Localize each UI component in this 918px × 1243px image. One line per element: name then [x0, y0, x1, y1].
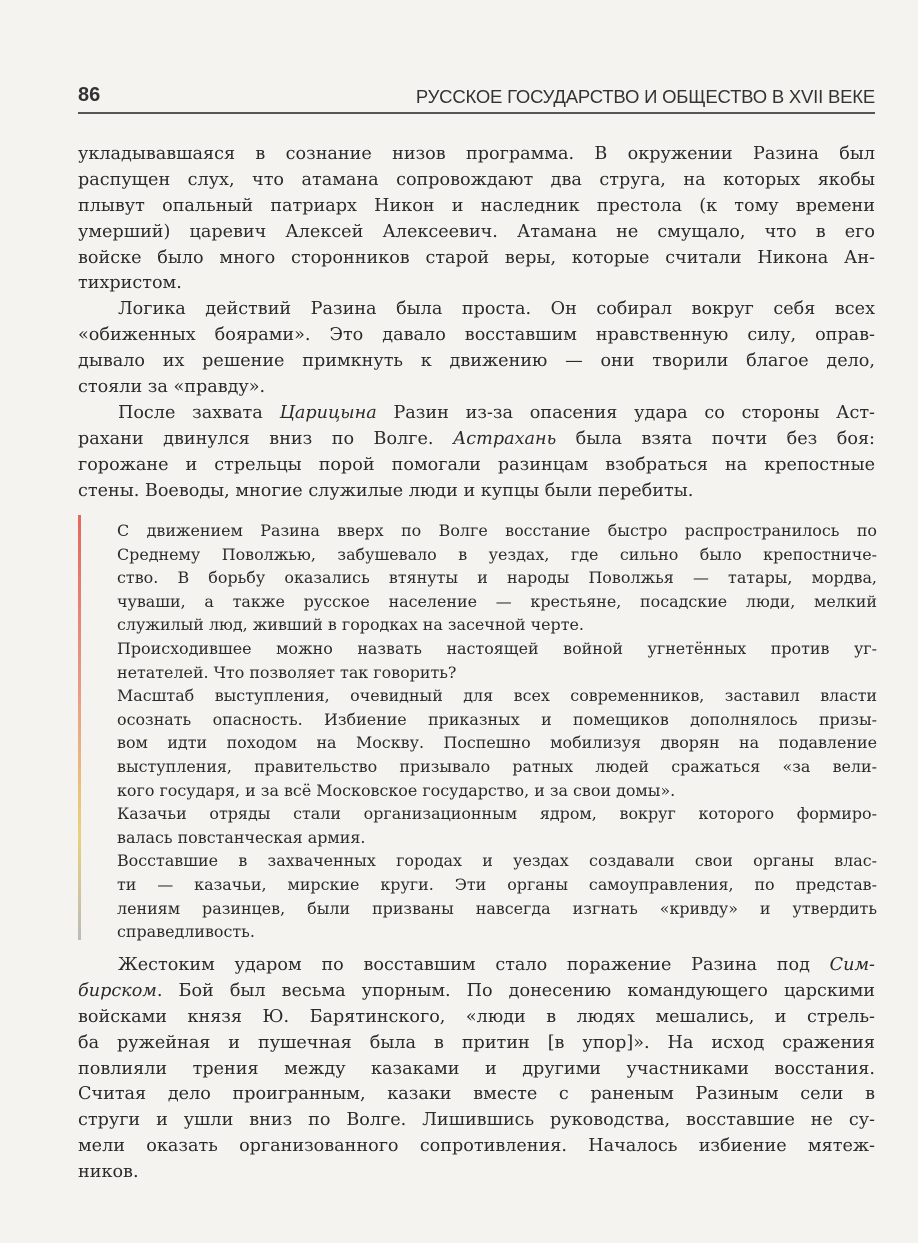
text-line: [78, 401, 875, 427]
text-run: кого государя, и за всё Московское государство, и за свои домы».: [117, 780, 676, 800]
text-line: [117, 920, 877, 944]
text-run: нетателей. Что позволяет так говорить?: [117, 662, 457, 682]
text-line: [117, 849, 877, 873]
text-run: Восставшие в захваченных городах и уездах создавали свои органы влас-: [117, 851, 877, 871]
text-run: была взята почти без боя:: [556, 428, 875, 449]
italic-place-name: бирском: [78, 980, 157, 1001]
text-line: [117, 731, 877, 755]
text-run: ба ружейная и пушечная была в притин [в упор]». На исход сражения: [78, 1032, 875, 1053]
text-line: [117, 755, 877, 779]
text-run: Среднему Поволжью, забушевало в уездах, где сильно было крепостниче-: [117, 544, 877, 564]
text-line: [117, 519, 877, 543]
text-run: мели оказать организованного сопротивления. Началось избиение мятеж-: [78, 1136, 875, 1157]
text-line: [78, 1134, 875, 1160]
main-text-section-2: [78, 953, 875, 1186]
text-run: стояли за «правду».: [78, 377, 266, 398]
text-line: [78, 953, 875, 979]
text-line: [78, 427, 875, 453]
text-run: «обиженных боярами». Это давало восставшим нравственную силу, оправ-: [78, 325, 875, 346]
text-run: Считая дело проигранным, казаки вместе с раненым Разиным сели в: [78, 1084, 875, 1105]
text-run: вом идти походом на Москву. Поспешно мобилизуя дворян на подавление: [117, 733, 877, 753]
italic-place-name: Царицына: [279, 402, 377, 423]
text-run: струги и ушли вниз по Волге. Лишившись руководства, восставшие не су-: [78, 1110, 875, 1131]
text-run: Происходившее можно назвать настоящей войной угнетённых против уг-: [117, 638, 877, 658]
text-line: [117, 826, 877, 850]
text-line: [78, 349, 875, 375]
text-line: [78, 1031, 875, 1057]
text-run: Разин из-за опасения удара со стороны Аст-: [376, 402, 876, 423]
text-line: [78, 142, 875, 168]
text-line: [117, 873, 877, 897]
text-line: [78, 1082, 875, 1108]
text-line: [78, 323, 875, 349]
text-line: [117, 566, 877, 590]
text-run: укладывавшаяся в сознание низов программа. В окружении Разина был: [78, 144, 875, 164]
text-run: стены. Воеводы, многие служилые люди и купцы были перебиты.: [78, 480, 694, 501]
text-line: [78, 168, 875, 194]
text-line: [78, 1005, 875, 1031]
text-run: ников.: [78, 1162, 139, 1183]
note-text: [117, 519, 877, 944]
text-run: Жестоким ударом по восставшим стало поражение Разина под: [118, 955, 830, 975]
text-line: [117, 779, 877, 803]
text-run: горожане и стрельцы порой помогали разинцам взобраться на крепостные: [78, 454, 875, 475]
text-line: [78, 220, 875, 246]
running-header: [78, 82, 875, 114]
text-run: Масштаб выступления, очевидный для всех современников, заставил власти: [117, 686, 877, 706]
text-run: . Бой был весьма упорным. По донесению командующего царскими: [156, 980, 875, 1001]
text-line: [78, 271, 875, 297]
text-run: дывало их решение примкнуть к движению — они творили благое дело,: [78, 351, 875, 372]
text-line: [117, 543, 877, 567]
text-run: Казачьи отряды стали организационным ядром, вокруг которого формиро-: [117, 804, 877, 824]
text-line: [78, 246, 875, 272]
text-line: [117, 613, 877, 637]
main-text-section-1: [78, 142, 875, 504]
text-run: умерший) царевич Алексей Алексеевич. Атамана не смущало, что в его: [78, 221, 875, 242]
text-run: После захвата: [118, 402, 280, 423]
text-line: [78, 979, 875, 1005]
page-number: 86: [78, 84, 101, 106]
text-line: [78, 1160, 875, 1186]
text-run: С движением Разина вверх по Волге восстание быстро распространилось по: [117, 521, 877, 540]
text-line: [78, 453, 875, 479]
text-run: тихристом.: [78, 273, 182, 294]
text-run: валась повстанческая армия.: [117, 827, 366, 847]
text-line: [78, 479, 875, 505]
text-line: [78, 194, 875, 220]
text-line: [117, 802, 877, 826]
text-line: [78, 375, 875, 401]
running-title: РУССКОЕ ГОСУДАРСТВО И ОБЩЕСТВО В XVII ВЕКЕ: [415, 86, 875, 107]
text-run: войске было много сторонников старой веры, которые считали Никона Ан-: [78, 247, 875, 268]
text-run: ти — казачьи, мирские круги. Эти органы самоуправления, по представ-: [117, 874, 877, 894]
text-line: [117, 590, 877, 614]
text-run: лениям разинцев, были призваны навсегда изгнать «кривду» и утвердить: [117, 898, 877, 918]
text-line: [117, 661, 877, 685]
text-run: осознать опасность. Избиение приказных и помещиков дополнялось призы-: [117, 709, 877, 729]
text-line: [117, 637, 877, 661]
sidebar-note-box: [78, 515, 878, 945]
text-run: плывут опальный патриарх Никон и наследник престола (к тому времени: [78, 195, 875, 216]
text-line: [78, 297, 875, 323]
text-run: повлияли трения между казаками и другими участниками восстания.: [78, 1058, 875, 1079]
text-run: распущен слух, что атамана сопровождают два струга, на которых якобы: [78, 169, 875, 190]
text-run: войсками князя Ю. Барятинского, «люди в людях мешались, и стрель-: [78, 1006, 875, 1027]
text-run: служилый люд, живший в городках на засечной черте.: [117, 615, 584, 635]
text-run: рахани двинулся вниз по Волге.: [78, 428, 453, 449]
italic-place-name: Астрахань: [452, 428, 557, 449]
accent-bar: [78, 515, 81, 940]
text-line: [117, 897, 877, 921]
text-line: [117, 684, 877, 708]
text-line: [78, 1057, 875, 1083]
text-run: ство. В борьбу оказались втянуты и народы Поволжья — татары, мордва,: [117, 568, 877, 588]
text-run: чуваши, а также русское население — крестьяне, посадские люди, мелкий: [117, 591, 877, 611]
text-run: справедливость.: [117, 922, 255, 942]
text-run: выступления, правительство призывало ратных людей сражаться «за вели-: [117, 756, 877, 776]
text-line: [78, 1108, 875, 1134]
italic-place-name: Сим-: [829, 955, 875, 975]
text-line: [117, 708, 877, 732]
text-run: Логика действий Разина была проста. Он собирал вокруг себя всех: [118, 299, 875, 320]
